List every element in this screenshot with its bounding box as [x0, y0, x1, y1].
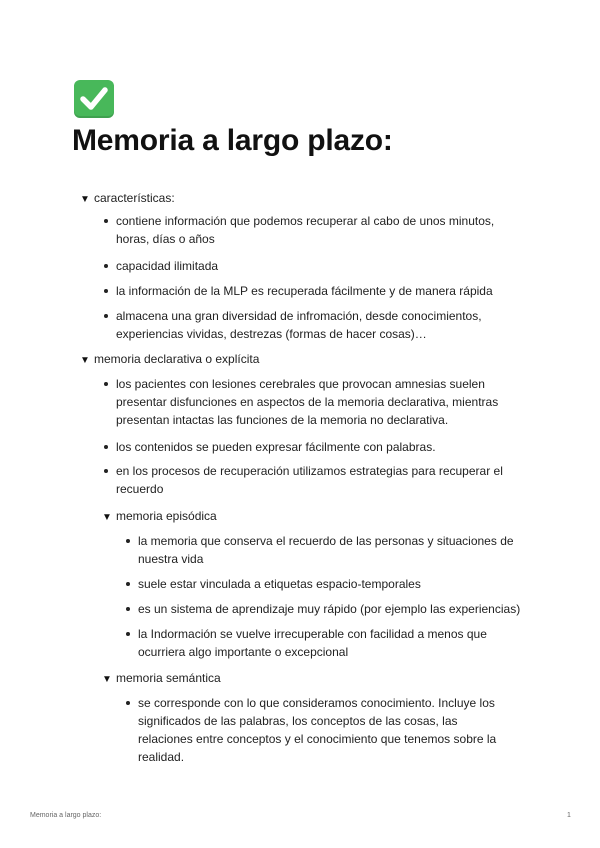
page-icon	[74, 80, 114, 118]
list-item-text: la información de la MLP es recuperada fácilmente y de manera rápida	[116, 284, 493, 298]
page-title: Memoria a largo plazo:	[72, 124, 393, 157]
list-item-text: se corresponde con lo que consideramos conocimiento. Incluye los significados de las palabras, los conceptos de las cosas, las relaciones entre conceptos y el conocimiento que tenemos sobre la realidad.	[138, 696, 497, 764]
bullet-icon	[104, 264, 108, 268]
list-item	[138, 600, 538, 618]
list-item-text: la memoria que conserva el recuerdo de las personas y situaciones de nuestra vida	[138, 534, 514, 566]
list-item	[116, 257, 506, 275]
list-item	[138, 694, 508, 766]
list-item-text: contiene información que podemos recuperar al cabo de unos minutos, horas, días o años	[116, 214, 495, 246]
list-item-text: es un sistema de aprendizaje muy rápido (por ejemplo las experiencias)	[138, 602, 521, 616]
list-item	[138, 575, 523, 593]
bullet-icon	[126, 632, 130, 636]
list-item	[116, 375, 511, 429]
list-item-text: en los procesos de recuperación utilizamos estrategias para recuperar el recuerdo	[116, 464, 503, 496]
toggle-label: memoria semántica	[116, 671, 221, 685]
bullet-icon	[104, 469, 108, 473]
list-item-text: los contenidos se pueden expresar fácilmente con palabras.	[116, 440, 436, 454]
list-item-text: almacena una gran diversidad de infromación, desde conocimientos, experiencias vividas, destrezas (formas de hacer cosas)…	[116, 309, 482, 341]
toggle-label: características:	[94, 191, 175, 205]
toggle-memoria-semantica[interactable]	[102, 669, 221, 689]
list-item-text: suele estar vinculada a etiquetas espacio-temporales	[138, 577, 421, 591]
list-item	[138, 625, 508, 661]
toggle-memoria-episodica[interactable]	[102, 507, 217, 527]
triangle-down-icon[interactable]: ▼	[80, 194, 90, 205]
bullet-icon	[104, 382, 108, 386]
list-item	[116, 307, 496, 343]
triangle-down-icon[interactable]: ▼	[102, 512, 112, 523]
list-item-text: capacidad ilimitada	[116, 259, 219, 273]
bullet-icon	[126, 539, 130, 543]
list-item	[138, 532, 523, 568]
triangle-down-icon[interactable]: ▼	[80, 355, 90, 366]
bullet-icon	[104, 314, 108, 318]
toggle-memoria-declarativa[interactable]	[80, 350, 259, 370]
bullet-icon	[104, 445, 108, 449]
bullet-icon	[126, 701, 130, 705]
bullet-icon	[126, 582, 130, 586]
list-item-text: la Indormación se vuelve irrecuperable con facilidad a menos que ocurriera algo importante o excepcional	[138, 627, 487, 659]
list-item	[116, 282, 506, 300]
bullet-icon	[104, 219, 108, 223]
bullet-icon	[126, 607, 130, 611]
list-item	[116, 438, 511, 456]
bullet-icon	[104, 289, 108, 293]
triangle-down-icon[interactable]: ▼	[102, 674, 112, 685]
list-item	[116, 462, 516, 498]
footer-title: Memoria a largo plazo:	[30, 812, 102, 819]
toggle-caracteristicas[interactable]	[80, 189, 175, 209]
toggle-label: memoria declarativa o explícita	[94, 352, 260, 366]
footer-page-number: 1	[567, 812, 571, 819]
toggle-label: memoria episódica	[116, 509, 217, 523]
list-item	[116, 212, 506, 248]
check-mark-icon	[74, 80, 114, 118]
list-item-text: los pacientes con lesiones cerebrales que provocan amnesias suelen presentar disfunciones en aspectos de la memoria declarativa, mientras presentan intactas las funciones de la memoria no declarativa.	[116, 377, 499, 427]
